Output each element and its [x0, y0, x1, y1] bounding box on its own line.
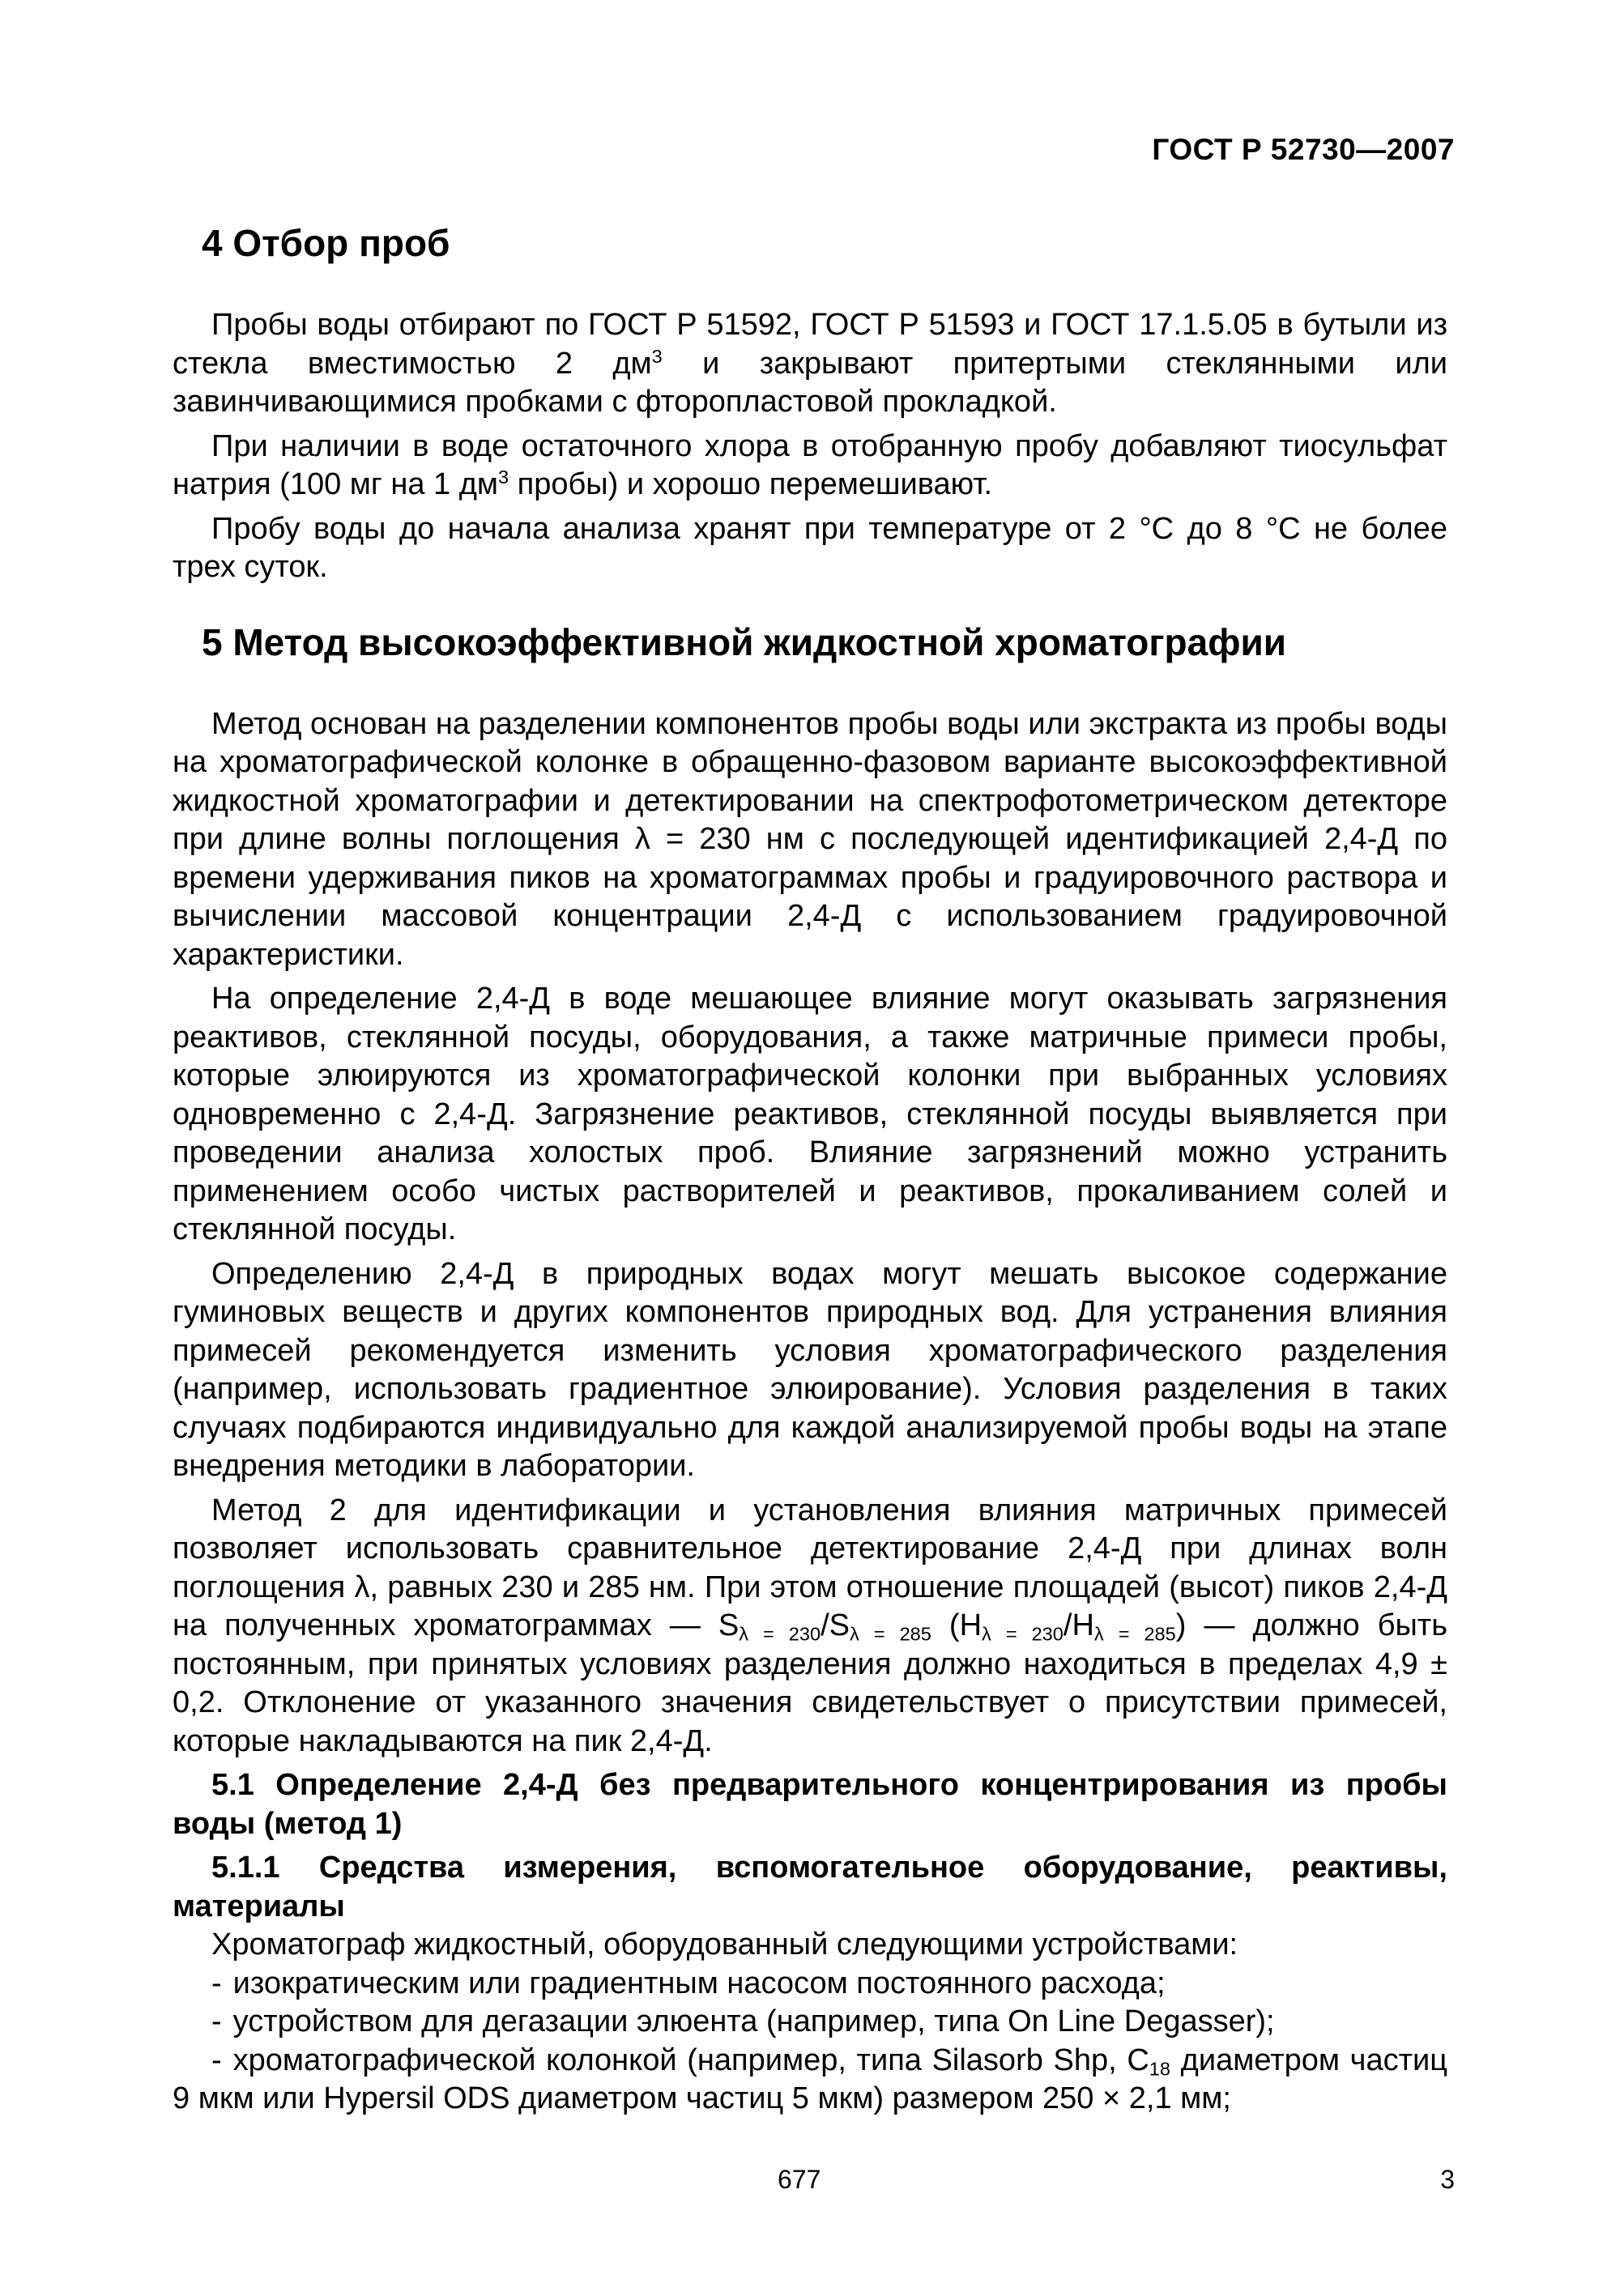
section-4-paragraph-3: Пробу воды до начала анализа хранят при температуре от 2 °С до 8 °С не более трех суток.	[173, 511, 1447, 584]
document-code: ГОСТ Р 52730—2007	[1152, 133, 1455, 166]
list-item: - хроматографической колонкой (например, типа Silasorb Shp, $C_{18}$ диаметром частиц 9 мкм или Hypersil ODS диаметром частиц 5 мкм) размером 250 × 2,1 мм;	[173, 2043, 1447, 2115]
section-4-paragraph-1: Пробы воды отбирают по ГОСТ Р 51592, ГОСТ Р 51593 и ГОСТ 17.1.5.05 в бутыли из стекла вместимостью 2 $дм^3$ и закрывают притертыми стеклянными или завинчивающимися пробками с фторопластовой прокладкой.	[173, 308, 1447, 419]
subsection-5-1-title: 5.1 Определение 2,4-Д без предварительного концентрирования из пробы воды (метод 1)	[173, 1768, 1447, 1841]
subsection-5-1-1-title: 5.1.1 Средства измерения, вспомогательное оборудование, реактивы, материалы	[173, 1851, 1447, 1923]
section-5-paragraph-4: Метод 2 для идентификации и установления влияния матричных примесей позволяет использовать сравнительное детектирование 2,4-Д при длинах волн поглощения λ, равных 230 и 285 нм. При этом отношение площадей (высот) пиков 2,4-Д на полученных хроматограммах — $S_{\lambda = 230}/S_{\lambda = 285}$ $(H_{\lambda = 230}/H_{\lambda = 285})$ — должно быть постоянным, при принятых условиях разделения должно находиться в пределах 4,9 ± 0,2. Отклонение от указанного значения свидетельствует о присутствии примесей, которые накладываются на пик 2,4-Д.	[173, 1493, 1448, 1758]
section-4-body	[173, 306, 1447, 587]
section-5-title: 5 Метод высокоэффективной жидкостной хроматографии	[202, 620, 1287, 663]
section-5-body	[173, 705, 1447, 1761]
list-item: - устройством для дегазации элюента (например, типа On Line Degasser);	[211, 2004, 1275, 2038]
list-item: - изократическим или градиентным насосом постоянного расхода;	[211, 1966, 1166, 2000]
page-content	[173, 219, 1447, 2119]
footer-page-number: 677	[778, 2165, 821, 2194]
section-5-paragraph-2: На определение 2,4-Д в воде мешающее влияние могут оказывать загрязнения реактивов, стеклянной посуды, оборудования, а также матричные примеси пробы, которые элюируются из хроматографической колонки при выбранных условиях одновременно с 2,4-Д. Загрязнение реактивов, стеклянной посуды выявляется при проведении анализа холостых проб. Влияние загрязнений можно устранить применением особо чистых растворителей и реактивов, прокаливанием солей и стеклянной посуды.	[173, 982, 1447, 1246]
subsection-5-1-1-body	[173, 1926, 1447, 2119]
section-4-paragraph-2: При наличии в воде остаточного хлора в отобранную пробу добавляют тиосульфат натрия (100 мг на 1 $дм^3$ пробы) и хорошо перемешивают.	[173, 428, 1447, 501]
section-4-title: 4 Отбор проб	[202, 222, 450, 264]
equipment-intro: Хроматограф жидкостный, оборудованный следующими устройствами:	[211, 1928, 1238, 1962]
section-5-paragraph-3: Определению 2,4-Д в природных водах могут мешать высокое содержание гуминовых веществ и других компонентов природных вод. Для устранения влияния примесей рекомендуется изменить условия хроматографического разделения (например, использовать градиентное элюирование). Условия разделения в таких случаях подбираются индивидуально для каждой анализируемой пробы воды на этапе внедрения методики в лаборатории.	[173, 1256, 1447, 1483]
footer-sheet-number: 3	[1440, 2165, 1455, 2194]
section-5-paragraph-1: Метод основан на разделении компонентов пробы воды или экстракта из пробы воды на хроматографической колонке в обращенно-фазовом варианте высокоэффективной жидкостной хроматографии и детектировании на спектрофотометрическом детекторе при длине волны поглощения λ = 230 нм с последующей идентификацией 2,4-Д по времени удерживания пиков на хроматограммах пробы и градуировочного раствора и вычислении массовой концентрации 2,4-Д с использованием градуировочной характеристики.	[173, 706, 1447, 972]
